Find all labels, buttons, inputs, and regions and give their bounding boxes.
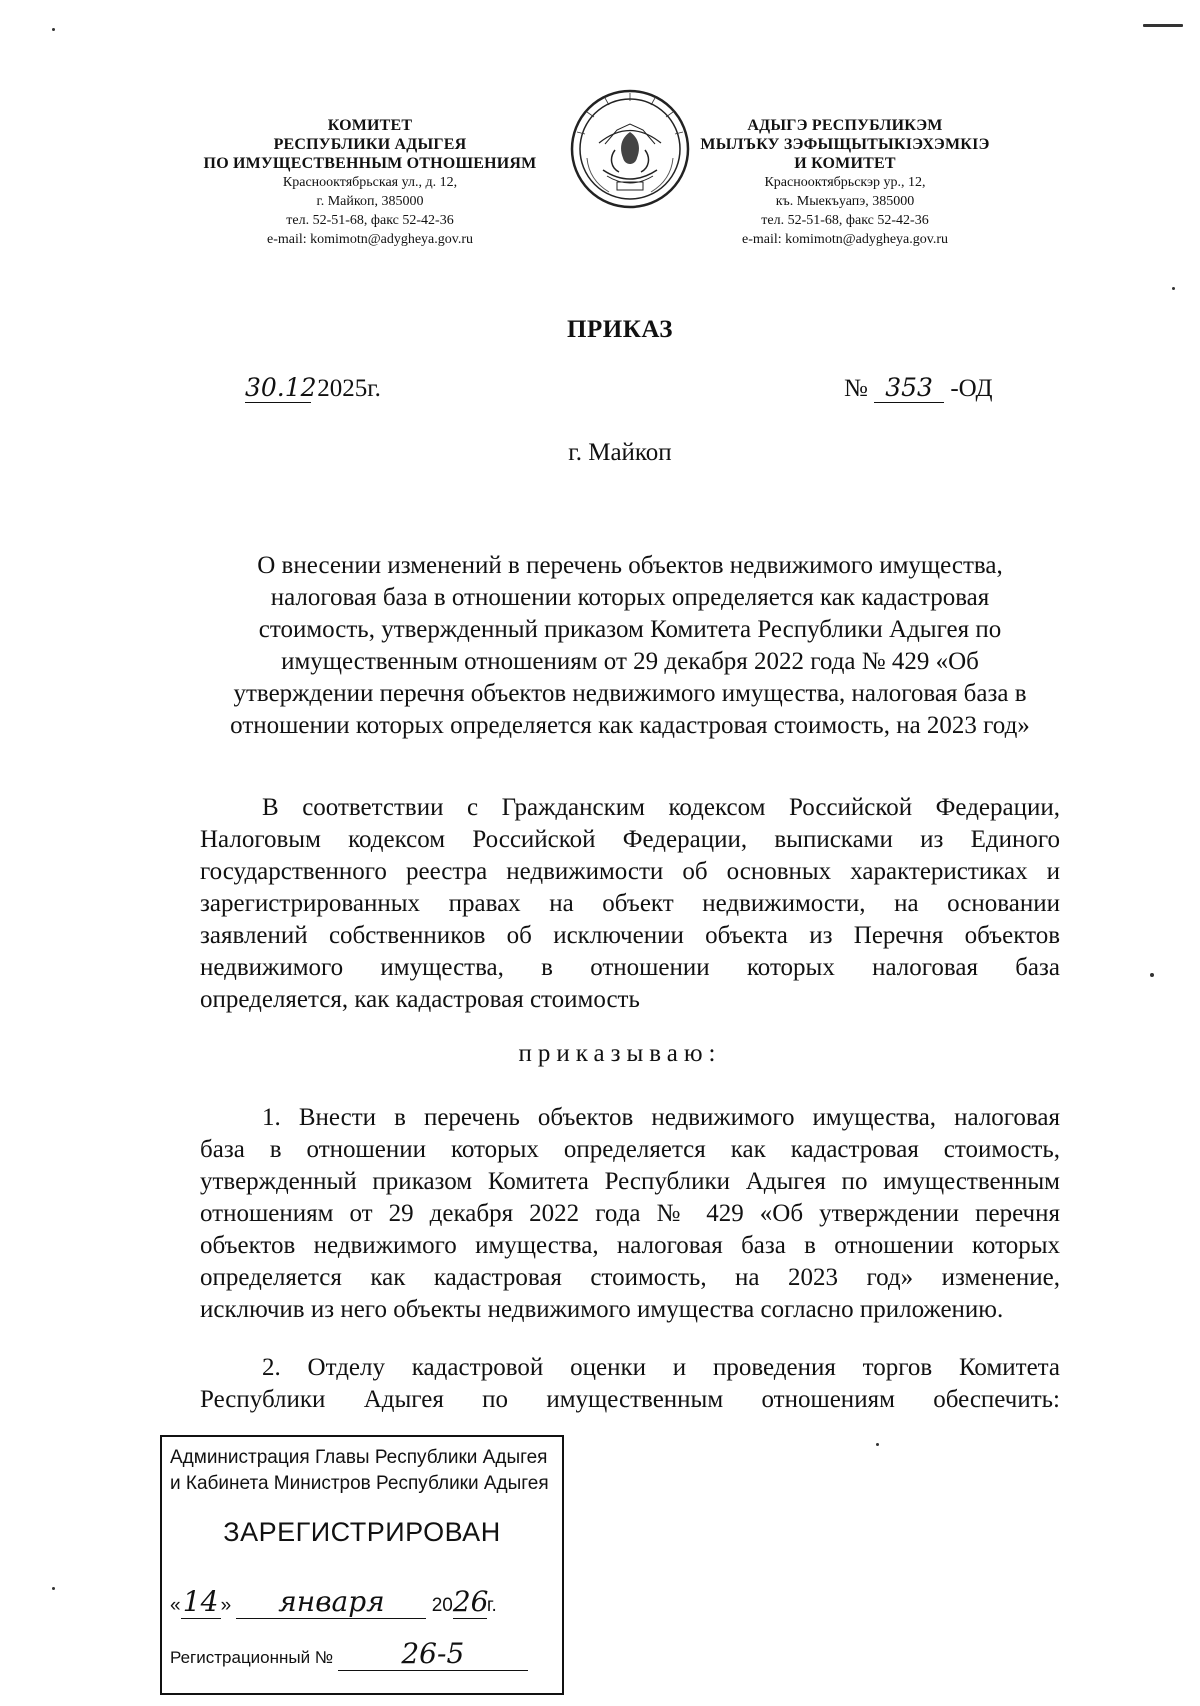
preamble-line: определяется, как кадастровая стоимость [200, 986, 640, 1013]
order-subject-line: отношении которых определяется как кадастровая стоимость, на 2023 год» [230, 712, 1030, 739]
stamp-month: января [236, 1585, 426, 1619]
header-left-line2: РЕСПУБЛИКИ АДЫГЕЯ [273, 136, 467, 153]
order-subject-line: утверждении перечня объектов недвижимого имущества, налоговая база в [233, 680, 1027, 707]
header-left-phone: тел. 52-51-68, факс 52-42-36 [286, 213, 454, 228]
item1-line: 1. Внести в перечень объектов недвижимого имущества, налоговая [262, 1104, 1060, 1131]
order-subject-line: О внесении изменений в перечень объектов недвижимого имущества, [257, 552, 1003, 579]
order-number [844, 373, 993, 403]
header-right-address2: къ. Мыекъуапэ, 385000 [775, 194, 915, 209]
item1-line: определяется как кадастровая стоимость, на 2023 год» изменение, [200, 1264, 1060, 1291]
order-number-suffix: -ОД [944, 375, 993, 402]
header-left-block [170, 116, 570, 249]
header-left-address2: г. Майкоп, 385000 [316, 194, 424, 209]
item1-line: объектов недвижимого имущества, налоговая база в отношении которых [200, 1232, 1060, 1259]
stamp-date [170, 1585, 497, 1619]
order-operative-word: приказываю: [518, 1040, 722, 1067]
order-subject-line: имущественным отношениям от 29 декабря 2022 года № 429 «Об [281, 648, 979, 675]
registration-stamp [160, 1435, 564, 1695]
order-number-handwritten: 353 [874, 373, 944, 403]
header-right-address1: Краснооктябрьскэр ур., 12, [764, 175, 926, 190]
order-subject-line: стоимость, утвержденный приказом Комитета Республики Адыгея по [258, 616, 1002, 643]
stamp-authority-line2: и Кабинета Министров Республики Адыгея [170, 1473, 549, 1494]
preamble-line: недвижимого имущества, в отношении которых налоговая база [200, 954, 1060, 981]
item1-line: утвержденный приказом Комитета Республики Адыгея по имущественным [200, 1168, 1060, 1195]
item1-line: отношениям от 29 декабря 2022 года № 429 «Об утверждении перечня [200, 1200, 1060, 1227]
stamp-authority-line1: Администрация Главы Республики Адыгея [170, 1447, 548, 1468]
stamp-title: ЗАРЕГИСТРИРОВАН [223, 1517, 501, 1547]
stamp-year-letter: г. [486, 1595, 497, 1616]
scan-speck [1150, 973, 1154, 977]
order-date [245, 373, 381, 403]
stamp-year-prefix: 20 [431, 1595, 453, 1616]
order-date-suffix: 2025г. [311, 375, 381, 402]
item2-line: 2. Отделу кадастровой оценки и проведения торгов Комитета [262, 1354, 1060, 1381]
item1-line: база в отношении которых определяется как кадастровая стоимость, [200, 1136, 1060, 1163]
order-subject-line: налоговая база в отношении которых определяется как кадастровая [270, 584, 990, 611]
stamp-quote-open: « [170, 1595, 181, 1616]
stamp-day: 14 [181, 1585, 221, 1619]
scan-speck [52, 1587, 55, 1590]
preamble-line: заявлений собственников об исключении объекта из Перечня объектов [200, 922, 1060, 949]
header-left-email: e-mail: komimotn@adygheya.gov.ru [267, 232, 473, 247]
order-subject [200, 550, 1060, 742]
stamp-reg-label: Регистрационный № [170, 1648, 334, 1667]
preamble-line: зарегистрированных правах на объект недвижимости, на основании [200, 890, 1060, 917]
header-left-line1: КОМИТЕТ [327, 117, 413, 134]
stamp-year-suffix: 26 [452, 1585, 489, 1618]
preamble-line: государственного реестра недвижимости об основных характеристиках и [200, 858, 1060, 885]
scan-speck [1143, 24, 1183, 27]
header-right-phone: тел. 52-51-68, факс 52-42-36 [761, 213, 929, 228]
header-left-address1: Краснооктябрьская ул., д. 12, [282, 175, 458, 190]
preamble-line: Налоговым кодексом Российской Федерации, выписками из Единого [200, 826, 1060, 853]
header-right-line2: МЫЛЪКУ ЗЭФЫЩЫТЫКIЭХЭМКIЭ [700, 136, 990, 153]
item1-line: исключив из него объекты недвижимого имущества согласно приложению. [200, 1296, 1004, 1323]
header-right-block [680, 116, 1010, 249]
header-right-line3: И КОМИТЕТ [794, 155, 896, 172]
scan-speck [1172, 287, 1175, 290]
stamp-reg-number: 26-5 [338, 1637, 528, 1671]
item2-line: Республики Адыгея по имущественным отношениям обеспечить: [200, 1386, 1060, 1413]
order-title: ПРИКАЗ [567, 316, 673, 343]
stamp-quote-close: » [220, 1595, 232, 1616]
coat-of-arms-icon [569, 88, 691, 210]
preamble-line: В соответствии с Гражданским кодексом Российской Федерации, [262, 794, 1060, 821]
header-right-email: e-mail: komimotn@adygheya.gov.ru [742, 232, 948, 247]
order-number-prefix: № [844, 375, 875, 402]
scan-speck [876, 1443, 879, 1446]
order-date-handwritten: 30.12 [245, 373, 317, 402]
header-right-line1: АДЫГЭ РЕСПУБЛИКЭМ [747, 117, 943, 134]
header-left-line3: ПО ИМУЩЕСТВЕННЫМ ОТНОШЕНИЯМ [203, 155, 537, 172]
order-city: г. Майкоп [568, 439, 672, 466]
stamp-registration [170, 1637, 528, 1671]
scan-speck [52, 28, 55, 31]
